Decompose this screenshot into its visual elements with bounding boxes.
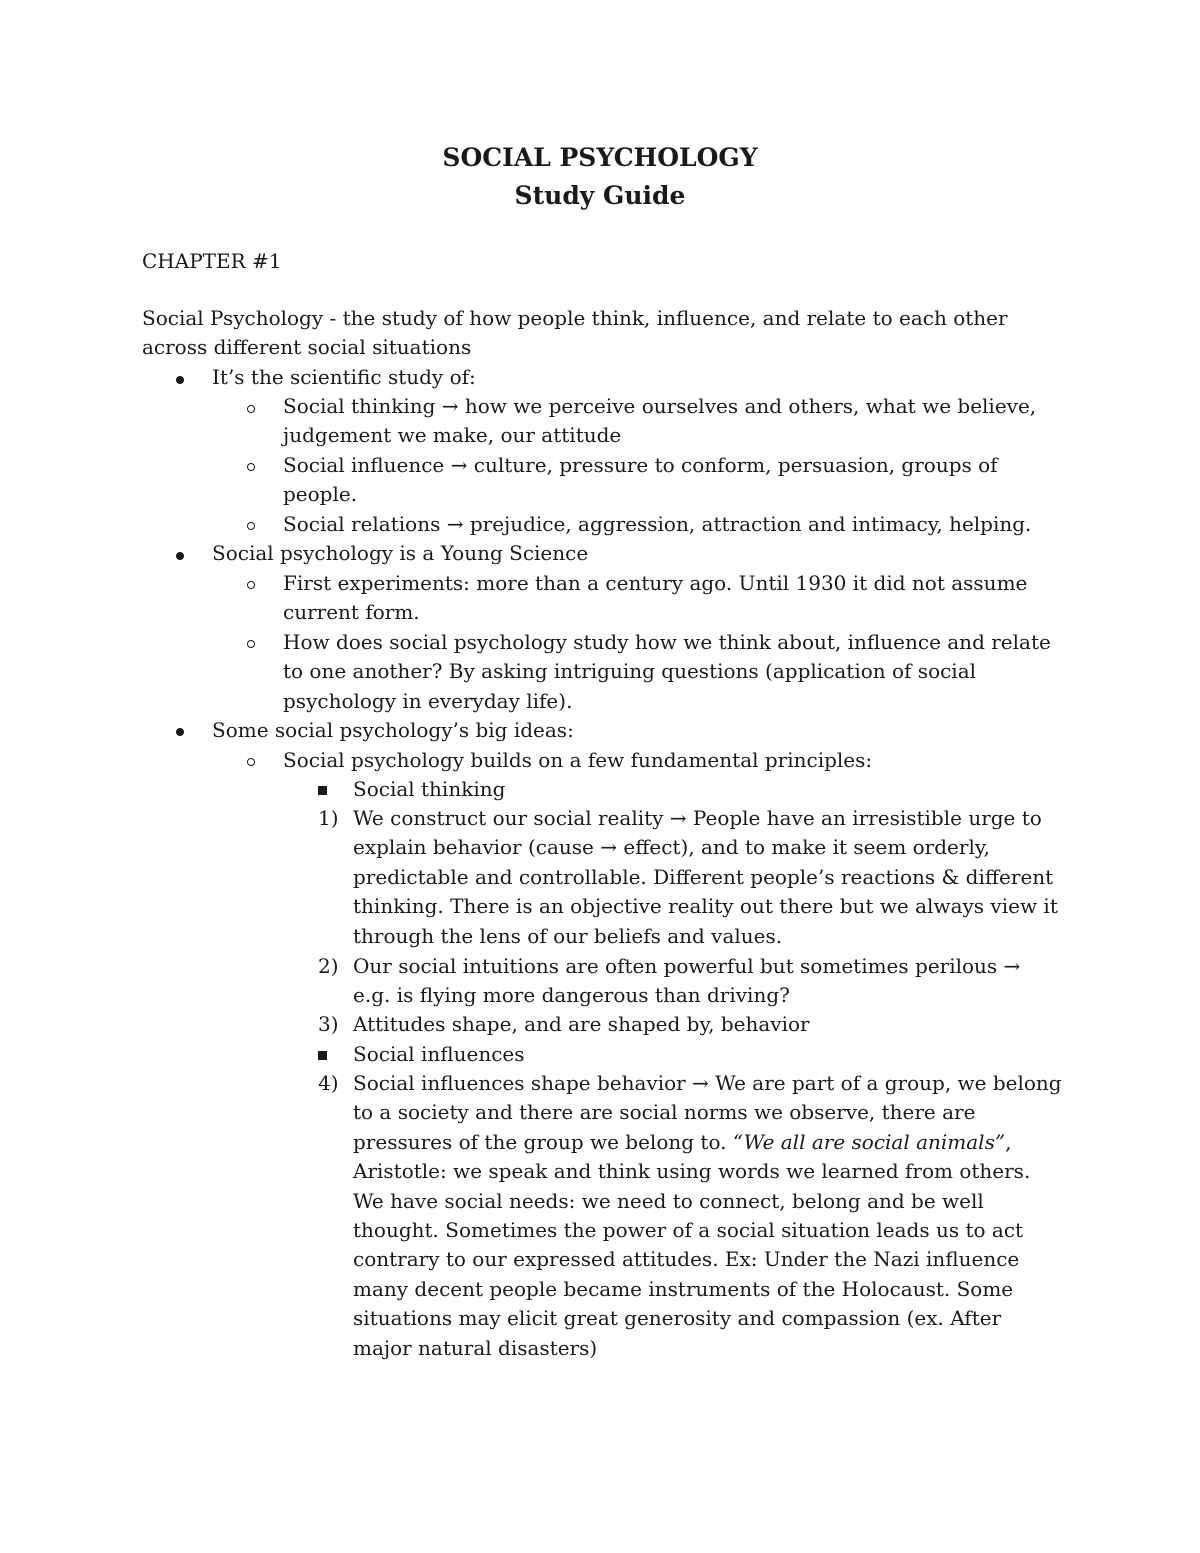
numbered-item: Our social intuitions are often powerful but sometimes perilous → e.g. is flying more dangerous than driving? [353,954,1021,1008]
numbered-item: Attitudes shape, and are shaped by, behavior [353,1012,810,1036]
circle-bullet-icon [247,758,255,766]
bullet-icon [176,552,184,560]
bullet-item: Some social psychology’s big ideas: [212,718,574,742]
sub-bullet-item: Social influence → culture, pressure to conform, persuasion, groups of people. [283,453,998,507]
sub-bullet-item: Social psychology builds on a few fundamental principles: [283,748,873,772]
circle-bullet-icon [247,640,255,648]
quote-text: “We all are social animals” [732,1129,1006,1154]
square-bullet-item: Social influences [353,1042,525,1066]
square-bullet-icon [318,1051,327,1060]
circle-bullet-icon [247,522,255,530]
sub-bullet-item: Social thinking → how we perceive ourselves and others, what we believe, judgement we make, our attitude [283,394,1037,448]
list-number: 3) [318,1012,339,1036]
list-number: 1) [318,806,339,830]
circle-bullet-icon [247,405,255,413]
document-subtitle: Study Guide [514,181,686,210]
circle-bullet-icon [247,581,255,589]
item-text: , Aristotle: we speak and think using words we learned from others. We have social needs: we need to connect, belong and be well thought. Sometimes the power of a social situation leads us to act contrary to our expressed attitudes. Ex: Under the Nazi influence many decent people became instruments of the Holocaust. Some situations may elicit great generosity and compassion (ex. After major natural disasters) [353,1129,1031,1360]
bullet-item: It’s the scientific study of: [212,365,476,389]
bullet-item: Social psychology is a Young Science [212,541,589,565]
list-number: 4) [318,1071,339,1095]
square-bullet-item: Social thinking [353,777,506,801]
bullet-icon [176,728,184,736]
item-text: Social influences shape behavior → We are part of a group, we belong to a society and there are social norms we observe, there are pressures of the group we belong to. [353,1071,1062,1154]
bullet-icon [176,376,184,384]
sub-bullet-item: First experiments: more than a century ago. Until 1930 it did not assume current form. [283,571,1028,625]
chapter-heading: CHAPTER #1 [142,249,282,273]
square-bullet-icon [318,786,327,795]
circle-bullet-icon [247,463,255,471]
list-number: 2) [318,954,339,978]
numbered-item: We construct our social reality → People have an irresistible urge to explain behavior (cause → effect), and to make it seem orderly, predictable and controllable. Different people’s reactions & different thinking. There is an objective reality out there but we always view it through the lens of our beliefs and values. [353,806,1058,948]
numbered-item [353,1069,1063,1363]
sub-bullet-item: Social relations → prejudice, aggression, attraction and intimacy, helping. [283,512,1032,536]
document-title: SOCIAL PSYCHOLOGY [442,143,758,172]
sub-bullet-item: How does social psychology study how we think about, influence and relate to one another? By asking intriguing questions (application of social psychology in everyday life). [283,630,1051,713]
definition-paragraph: Social Psychology - the study of how people think, influence, and relate to each other across different social situations [142,306,1008,360]
